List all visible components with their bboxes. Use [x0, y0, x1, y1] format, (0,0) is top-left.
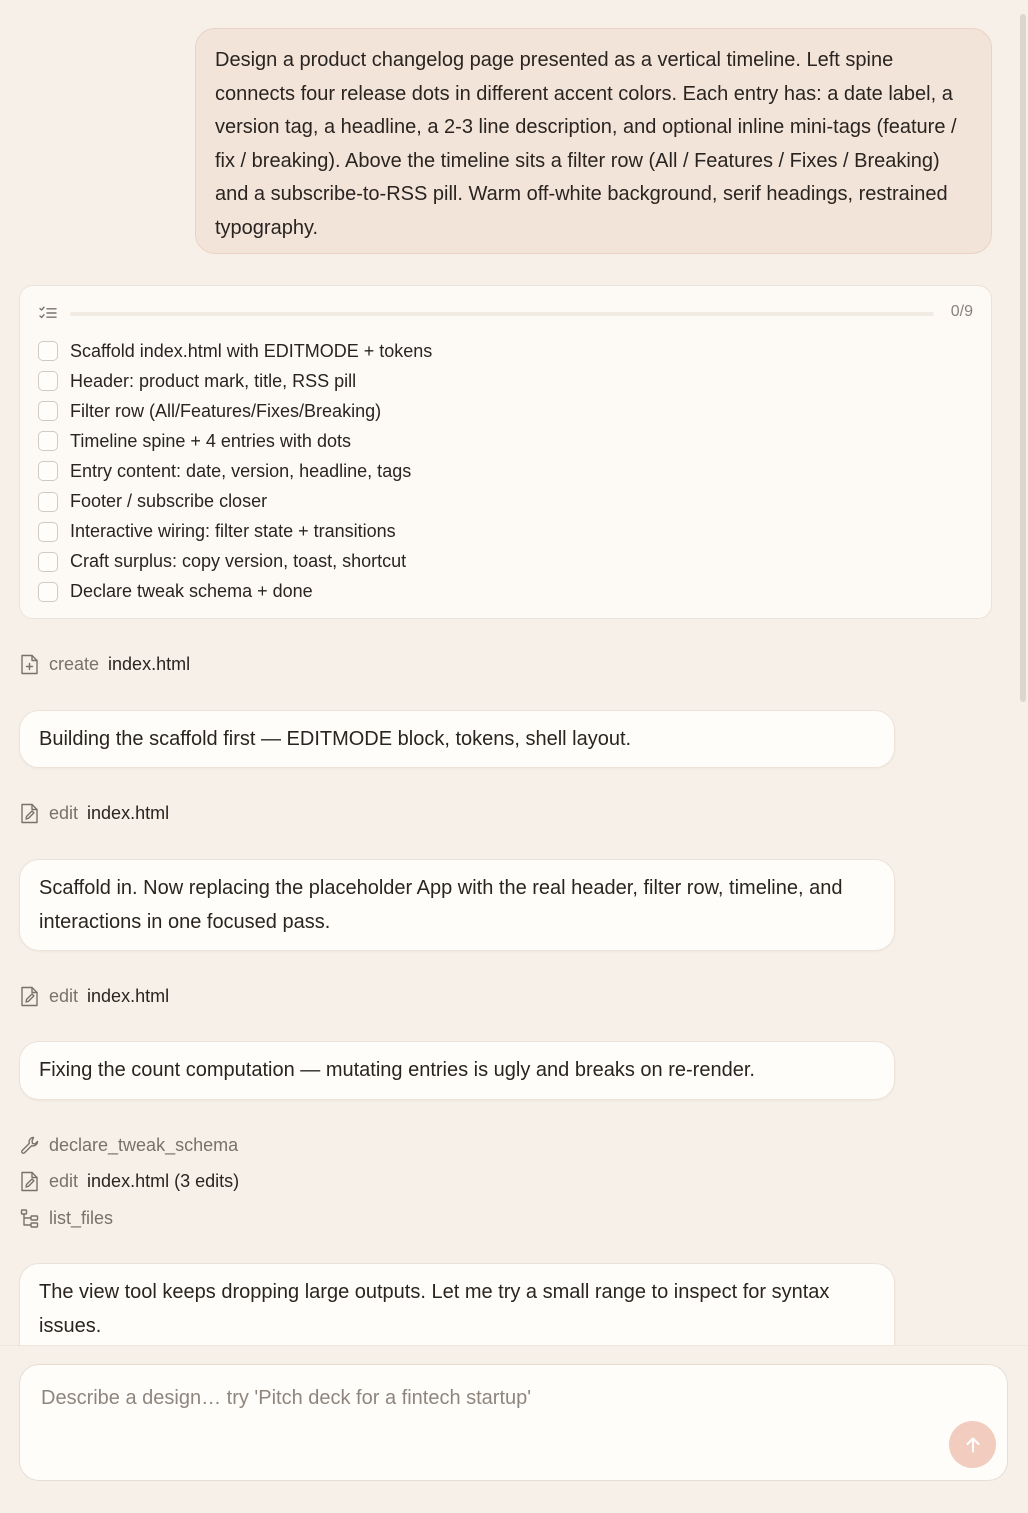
scrollbar-thumb[interactable] — [1020, 14, 1026, 702]
todo-checkbox[interactable] — [38, 461, 58, 481]
todo-header — [20, 286, 991, 340]
todo-item-label: Scaffold index.html with EDITMODE + tokens — [70, 340, 433, 361]
todo-card — [19, 285, 992, 619]
todo-checkbox[interactable] — [38, 401, 58, 421]
todo-checkbox[interactable] — [38, 552, 58, 572]
tool-name: list_files — [49, 1207, 114, 1228]
tool-filename: index.html — [87, 985, 170, 1006]
tool-name: declare_tweak_schema — [49, 1134, 239, 1155]
tool-edit-row[interactable] — [20, 984, 169, 1008]
file-plus-icon — [20, 654, 39, 675]
send-button[interactable] — [949, 1421, 996, 1468]
todo-item — [38, 426, 432, 456]
todo-item-label: Entry content: date, version, headline, tags — [70, 460, 412, 481]
todo-item-label: Timeline spine + 4 entries with dots — [70, 430, 351, 451]
todo-item — [38, 456, 432, 486]
assistant-message-bubble — [19, 1041, 895, 1100]
assistant-message-text: Building the scaffold first — EDITMODE block, tokens, shell layout. — [39, 728, 632, 750]
todo-item-label: Interactive wiring: filter state + transitions — [70, 521, 396, 542]
todo-item-label: Declare tweak schema + done — [70, 581, 313, 602]
file-edit-icon — [20, 803, 39, 824]
assistant-message-bubble — [19, 710, 895, 768]
composer — [19, 1364, 1008, 1481]
assistant-message-text: Scaffold in. Now replacing the placeholder App with the real header, filter row, timeline, and interactions in one focused pass. — [39, 877, 843, 933]
todo-checkbox[interactable] — [38, 431, 58, 451]
tool-verb: edit — [49, 1170, 79, 1191]
composer-bar — [0, 1345, 1028, 1513]
todo-checkbox[interactable] — [38, 492, 58, 512]
tool-verb: create — [49, 653, 100, 674]
todo-item-label: Craft surplus: copy version, toast, shortcut — [70, 551, 407, 572]
tool-create-row[interactable] — [20, 652, 190, 676]
todo-item — [38, 547, 432, 577]
user-message-text: Design a product changelog page presented as a vertical timeline. Left spine connects four release dots in different accent colors. Each entry has: a date label, a version tag, a headline, a 2-3 line description, and optional inline mini-tags (feature / fix / breaking). Above the timeline sits a filter row (All / Features / Fixes / Breaking) and a subscribe-to-RSS pill. Warm off-white background, serif headings, restrained typography. — [215, 49, 957, 239]
file-edit-icon — [20, 1171, 39, 1192]
todo-item — [38, 486, 432, 516]
todo-count: 0/9 — [950, 303, 973, 320]
todo-checkbox[interactable] — [38, 341, 58, 361]
tool-filename: index.html — [108, 653, 191, 674]
design-prompt-input[interactable] — [41, 1383, 941, 1413]
scrollbar[interactable] — [1018, 0, 1028, 1345]
todo-checkbox[interactable] — [38, 522, 58, 542]
todo-checkbox[interactable] — [38, 371, 58, 391]
todo-item — [38, 336, 432, 366]
todo-item-label: Filter row (All/Features/Fixes/Breaking) — [70, 400, 382, 421]
todo-item-label: Header: product mark, title, RSS pill — [70, 370, 357, 391]
arrow-up-icon — [963, 1435, 983, 1455]
tool-verb: edit — [49, 985, 79, 1006]
file-tree-icon — [20, 1208, 39, 1229]
tool-filename: index.html (3 edits) — [87, 1170, 240, 1191]
wrench-icon — [20, 1135, 39, 1156]
tool-edit-row[interactable] — [20, 1169, 239, 1193]
todo-item-label: Footer / subscribe closer — [70, 491, 268, 512]
todo-progress-bar — [70, 312, 934, 316]
tool-filename: index.html — [87, 802, 170, 823]
todo-list — [38, 336, 432, 607]
user-message-bubble — [195, 28, 992, 254]
tool-list-row[interactable] — [20, 1206, 113, 1230]
assistant-message-text: Fixing the count computation — mutating entries is ugly and breaks on re-render. — [39, 1059, 755, 1081]
assistant-message-bubble — [19, 859, 895, 951]
file-edit-icon — [20, 986, 39, 1007]
tool-verb: edit — [49, 802, 79, 823]
todo-item — [38, 366, 432, 396]
tool-schema-row[interactable] — [20, 1133, 238, 1157]
todo-item — [38, 517, 432, 547]
assistant-message-bubble — [19, 1263, 895, 1345]
todo-item — [38, 396, 432, 426]
checklist-icon — [39, 306, 57, 320]
tool-edit-row[interactable] — [20, 801, 169, 825]
todo-checkbox[interactable] — [38, 582, 58, 602]
todo-item — [38, 577, 432, 607]
assistant-message-text: The view tool keeps dropping large outputs. Let me try a small range to inspect for syntax issues. — [39, 1281, 830, 1337]
